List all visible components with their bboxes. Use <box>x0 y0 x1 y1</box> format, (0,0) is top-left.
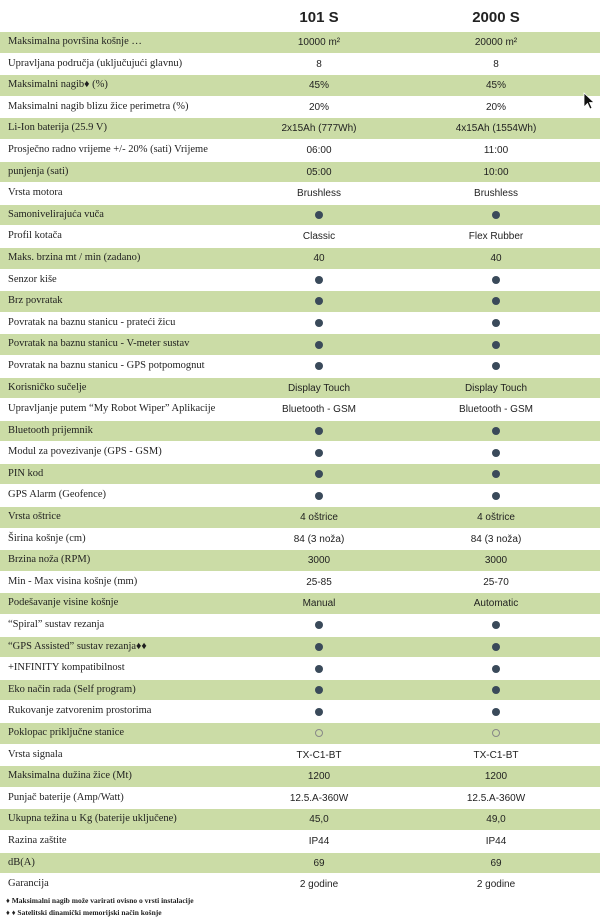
value-2000s: 40 <box>490 252 502 264</box>
value-101s: Brushless <box>297 188 341 200</box>
value-2000s: IP44 <box>485 835 507 847</box>
table-row <box>0 162 600 184</box>
value-101s <box>259 421 379 442</box>
value-2000s <box>436 442 556 463</box>
table-row <box>0 766 600 788</box>
table-row <box>0 745 600 767</box>
table-row <box>0 313 600 335</box>
filled-dot-icon <box>492 297 500 305</box>
value-2000s: Automatic <box>473 598 519 610</box>
value-101s <box>259 270 379 291</box>
row-label: Vrsta oštrice <box>8 511 61 523</box>
value-2000s <box>436 356 556 377</box>
row-label: Vrsta signala <box>8 748 63 760</box>
filled-dot-icon <box>315 362 323 370</box>
table-row <box>0 507 600 529</box>
filled-dot-icon <box>315 665 323 673</box>
table-row <box>0 442 600 464</box>
table-row <box>0 32 600 54</box>
value-2000s: 10:00 <box>483 166 509 178</box>
row-label: Modul za povezivanje (GPS - GSM) <box>8 446 162 458</box>
value-2000s <box>436 205 556 226</box>
row-label: Eko način rada (Self program) <box>8 683 136 695</box>
table-row <box>0 399 600 421</box>
value-101s <box>259 356 379 377</box>
row-label: Razina zaštite <box>8 834 67 846</box>
value-101s <box>259 680 379 701</box>
value-101s <box>259 615 379 636</box>
filled-dot-icon <box>315 449 323 457</box>
value-2000s: 69 <box>490 857 502 869</box>
value-101s <box>259 637 379 658</box>
row-label: Maks. brzina mt / min (zadano) <box>8 251 141 263</box>
row-label: Korisničko sučelje <box>8 381 87 393</box>
value-101s: 45,0 <box>309 814 329 826</box>
table-row <box>0 788 600 810</box>
row-label: +INFINITY kompatibilnost <box>8 662 125 674</box>
value-2000s: 49,0 <box>486 814 506 826</box>
row-label: Poklopac priključne stanice <box>8 727 125 738</box>
row-label: Upravljana područja (uključujući glavnu) <box>8 57 183 69</box>
table-row <box>0 54 600 76</box>
filled-dot-icon <box>315 427 323 435</box>
value-2000s <box>436 334 556 355</box>
row-label: Maksimalna površina košnje … <box>8 36 142 47</box>
filled-dot-icon <box>492 665 500 673</box>
table-row <box>0 658 600 680</box>
table-row <box>0 97 600 119</box>
value-101s: 2x15Ah (777Wh) <box>281 123 357 135</box>
row-label: Senzor kiše <box>8 273 57 285</box>
value-2000s <box>436 701 556 722</box>
value-2000s <box>436 658 556 679</box>
table-row <box>0 615 600 637</box>
value-2000s <box>436 485 556 506</box>
row-label: Min - Max visina košnje (mm) <box>8 575 138 587</box>
table-row <box>0 183 600 205</box>
value-2000s: Display Touch <box>464 382 528 394</box>
value-101s <box>259 334 379 355</box>
row-label: Brz povratak <box>8 295 63 307</box>
table-row <box>0 378 600 400</box>
row-label: Profil kotača <box>8 230 62 242</box>
row-label: Maksimalni nagib♦ (%) <box>8 79 108 91</box>
value-2000s <box>436 421 556 442</box>
row-label: Širina košnje (cm) <box>8 532 86 544</box>
table-row <box>0 140 600 162</box>
filled-dot-icon <box>315 621 323 629</box>
value-101s: 8 <box>316 58 322 70</box>
value-2000s: 45% <box>485 80 506 92</box>
value-101s <box>259 205 379 226</box>
filled-dot-icon <box>492 362 500 370</box>
row-label: Povratak na baznu stanicu - GPS potpomognut <box>8 359 205 371</box>
value-2000s: 4x15Ah (1554Wh) <box>455 123 537 135</box>
filled-dot-icon <box>492 449 500 457</box>
value-2000s <box>436 680 556 701</box>
value-101s <box>259 442 379 463</box>
value-101s: 69 <box>313 857 325 869</box>
value-101s: 45% <box>308 80 329 92</box>
value-101s <box>259 464 379 485</box>
table-row <box>0 205 600 227</box>
filled-dot-icon <box>492 427 500 435</box>
row-label: dB(A) <box>8 856 35 868</box>
value-2000s: 25-70 <box>483 576 509 588</box>
table-row <box>0 529 600 551</box>
value-101s: Manual <box>302 598 336 610</box>
row-label: Samonivelirajuća vuča <box>8 208 104 220</box>
row-label: “GPS Assisted” sustav rezanja♦♦ <box>8 640 147 652</box>
value-2000s: 84 (3 noža) <box>470 533 522 545</box>
value-101s <box>259 313 379 334</box>
value-101s: IP44 <box>308 835 330 847</box>
table-row <box>0 853 600 875</box>
table-row <box>0 356 600 378</box>
row-label: Prosječno radno vrijeme +/- 20% (sati) Vrijeme <box>8 143 208 155</box>
filled-dot-icon <box>315 643 323 651</box>
filled-dot-icon <box>315 686 323 694</box>
value-2000s: 20000 m² <box>474 37 518 48</box>
filled-dot-icon <box>492 621 500 629</box>
value-2000s: 3000 <box>484 555 508 567</box>
footnote-satellite: ♦ ♦ Satelitski dinamički memorijski način košnje <box>6 908 162 917</box>
row-label: punjenja (sati) <box>8 165 69 177</box>
value-101s: 3000 <box>307 555 331 567</box>
row-label: Vrsta motora <box>8 187 63 199</box>
filled-dot-icon <box>492 470 500 478</box>
value-101s: 06:00 <box>306 144 332 156</box>
value-101s <box>259 723 379 744</box>
table-row <box>0 334 600 356</box>
row-label: Maksimalni nagib blizu žice perimetra (%) <box>8 100 189 112</box>
value-2000s <box>436 270 556 291</box>
value-101s: Classic <box>302 231 336 243</box>
row-label: Upravljanje putem “My Robot Wiper” Aplikacije <box>8 403 216 415</box>
value-2000s: Bluetooth - GSM <box>459 404 533 416</box>
row-label: Punjač baterije (Amp/Watt) <box>8 791 124 803</box>
table-row <box>0 637 600 659</box>
value-101s <box>259 701 379 722</box>
row-label: Bluetooth prijemnik <box>8 424 93 436</box>
value-2000s: Flex Rubber <box>468 231 524 243</box>
value-101s <box>259 658 379 679</box>
value-101s: Display Touch <box>287 382 351 394</box>
table-row <box>0 118 600 140</box>
table-row <box>0 572 600 594</box>
row-label: Povratak na baznu stanicu - prateći žicu <box>8 316 176 328</box>
table-row <box>0 485 600 507</box>
footnotes <box>0 893 600 922</box>
value-101s: 1200 <box>307 771 331 783</box>
row-label: Podešavanje visine košnje <box>8 597 119 609</box>
table-row <box>0 680 600 702</box>
value-2000s <box>436 615 556 636</box>
column-header-2000s: 2000 S <box>472 9 520 26</box>
row-label: PIN kod <box>8 467 44 479</box>
table-row <box>0 723 600 745</box>
value-101s: 10000 m² <box>297 37 341 48</box>
value-101s: 12.5.A-360W <box>289 792 349 804</box>
filled-dot-icon <box>315 297 323 305</box>
table-row <box>0 550 600 572</box>
value-2000s <box>436 723 556 744</box>
value-2000s: Brushless <box>474 188 518 200</box>
value-101s: 4 oštrice <box>300 512 338 524</box>
table-row <box>0 831 600 853</box>
filled-dot-icon <box>315 276 323 284</box>
column-header-101s: 101 S <box>299 9 339 26</box>
filled-dot-icon <box>492 211 500 219</box>
value-101s: TX-C1-BT <box>296 749 342 761</box>
empty-circle-icon <box>492 729 500 737</box>
filled-dot-icon <box>315 341 323 349</box>
filled-dot-icon <box>492 643 500 651</box>
row-label: Maksimalna dužina žice (Mt) <box>8 770 132 782</box>
value-101s: Bluetooth - GSM <box>282 404 356 416</box>
filled-dot-icon <box>492 341 500 349</box>
table-row <box>0 226 600 248</box>
table-row <box>0 248 600 270</box>
table-row <box>0 809 600 831</box>
filled-dot-icon <box>315 470 323 478</box>
value-101s: 2 godine <box>299 879 339 891</box>
filled-dot-icon <box>492 708 500 716</box>
value-101s: 05:00 <box>306 166 332 178</box>
filled-dot-icon <box>315 319 323 327</box>
row-label: Povratak na baznu stanicu - V-meter sustav <box>8 338 190 350</box>
value-101s: 40 <box>313 252 325 264</box>
row-label: Rukovanje zatvorenim prostorima <box>8 705 152 717</box>
filled-dot-icon <box>492 319 500 327</box>
spec-table <box>0 32 600 896</box>
value-2000s: 12.5.A-360W <box>466 792 526 804</box>
value-2000s <box>436 637 556 658</box>
value-2000s <box>436 464 556 485</box>
value-2000s: 20% <box>485 101 506 113</box>
mouse-cursor-icon <box>583 92 595 110</box>
row-label: Ukupna težina u Kg (baterije uključene) <box>8 813 177 825</box>
value-2000s: 8 <box>493 58 499 70</box>
value-101s: 20% <box>308 101 329 113</box>
filled-dot-icon <box>492 276 500 284</box>
table-row <box>0 593 600 615</box>
value-101s <box>259 485 379 506</box>
footnote-slope: ♦ Maksimalni nagib može varirati ovisno o vrsti instalacije <box>6 896 194 905</box>
value-2000s: 2 godine <box>476 879 516 891</box>
table-row <box>0 270 600 292</box>
value-101s <box>259 291 379 312</box>
row-label: “Spiral” sustav rezanja <box>8 619 105 631</box>
table-row <box>0 291 600 313</box>
filled-dot-icon <box>492 686 500 694</box>
row-label: Li-Ion baterija (25.9 V) <box>8 122 107 134</box>
value-2000s: 1200 <box>484 771 508 783</box>
value-2000s: 4 oštrice <box>477 512 515 524</box>
filled-dot-icon <box>315 492 323 500</box>
table-header <box>0 0 600 32</box>
row-label: Garancija <box>8 878 49 890</box>
table-row <box>0 75 600 97</box>
table-row <box>0 421 600 443</box>
value-2000s: 11:00 <box>483 144 509 156</box>
filled-dot-icon <box>315 708 323 716</box>
empty-circle-icon <box>315 729 323 737</box>
value-101s: 84 (3 noža) <box>293 533 345 545</box>
row-label: GPS Alarm (Geofence) <box>8 489 106 501</box>
row-label: Brzina noža (RPM) <box>8 554 91 566</box>
value-2000s: TX-C1-BT <box>473 749 519 761</box>
value-2000s <box>436 313 556 334</box>
table-row <box>0 701 600 723</box>
table-row <box>0 464 600 486</box>
value-101s: 25-85 <box>306 576 332 588</box>
filled-dot-icon <box>492 492 500 500</box>
value-2000s <box>436 291 556 312</box>
filled-dot-icon <box>315 211 323 219</box>
